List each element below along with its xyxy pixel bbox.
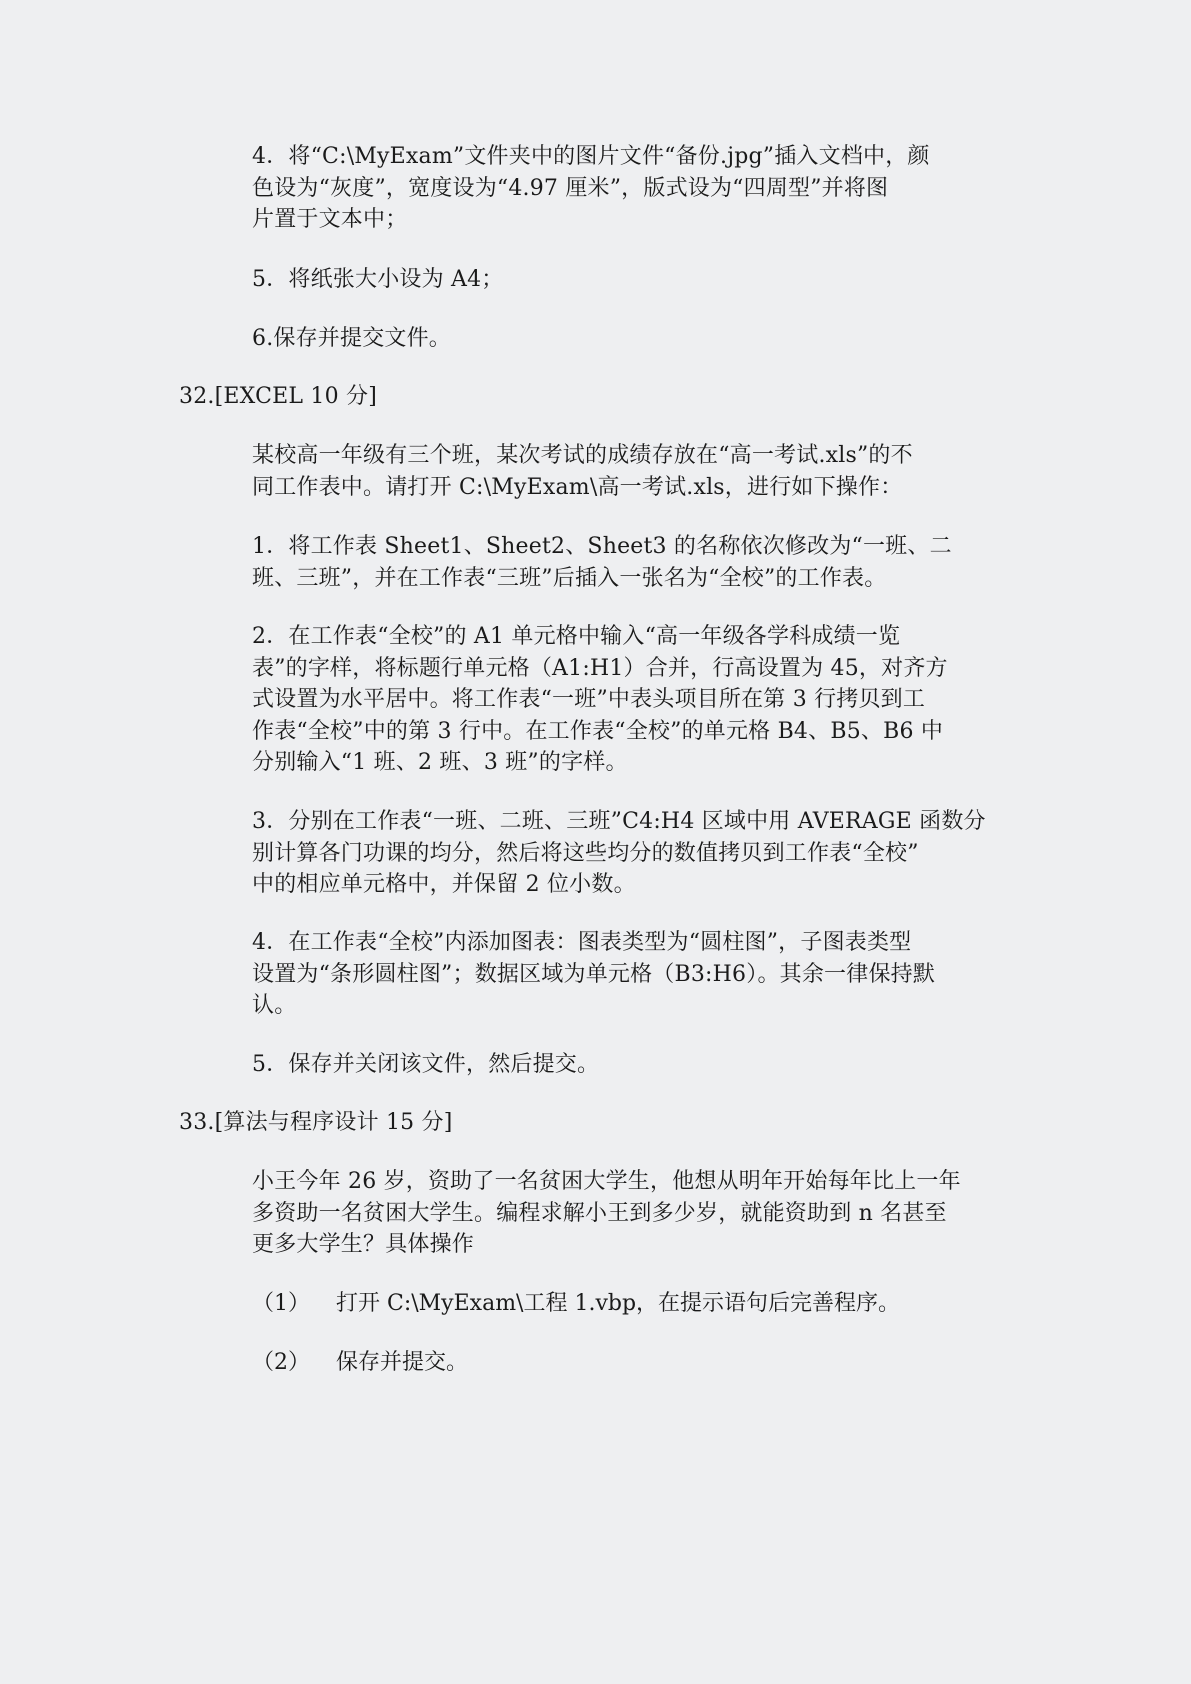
text-line: 更多大学生？具体操作	[252, 1232, 475, 1257]
text-line: 某校高一年级有三个班，某次考试的成绩存放在“高一考试.xls”的不	[252, 443, 913, 468]
text-line: 中的相应单元格中，并保留 2 位小数。	[252, 872, 636, 897]
text-line: 认。	[252, 993, 297, 1018]
text-line: 6.保存并提交文件。	[252, 326, 451, 351]
text-line: 班、三班”，并在工作表“三班”后插入一张名为“全校”的工作表。	[252, 565, 887, 591]
text-line: 4．在工作表“全校”内添加图表：图表类型为“圆柱图”，子图表类型	[252, 930, 912, 955]
step-number: （2）	[252, 1350, 310, 1375]
q32-header	[179, 381, 1009, 413]
step-text: 保存并提交。	[336, 1350, 469, 1375]
q31-item-5	[252, 264, 1012, 296]
q33-header	[179, 1107, 1009, 1139]
text-line: 别计算各门功课的均分，然后将这些均分的数值拷贝到工作表“全校”	[252, 840, 919, 866]
q32-item-2	[252, 621, 1012, 779]
text-line: 2．在工作表“全校”的 A1 单元格中输入“高一年级各学科成绩一览	[252, 624, 901, 649]
text-line: 多资助一名贫困大学生。编程求解小王到多少岁，就能资助到 n 名甚至	[252, 1200, 947, 1226]
q32-item-4	[252, 927, 1012, 1022]
text-line: 同工作表中。请打开 C:\MyExam\高一考试.xls，进行如下操作：	[252, 474, 903, 500]
q31-item-4	[252, 141, 1012, 236]
text-line: 式设置为水平居中。将工作表“一班”中表头项目所在第 3 行拷贝到工	[252, 687, 926, 712]
question-heading: 32.[EXCEL 10 分]	[179, 384, 377, 409]
text-line: 表”的字样，将标题行单元格（A1:H1）合并，行高设置为 45，对齐方	[252, 655, 948, 681]
text-line: 色设为“灰度”，宽度设为“4.97 厘米”，版式设为“四周型”并将图	[252, 175, 889, 201]
text-line: 3．分别在工作表“一班、二班、三班”C4:H4 区域中用 AVERAGE 函数分	[252, 809, 986, 834]
q31-item-6	[252, 323, 1012, 355]
text-line: 设置为“条形圆柱图”；数据区域为单元格（B3:H6）。其余一律保持默	[252, 961, 936, 987]
text-line: 4．将“C:\MyExam”文件夹中的图片文件“备份.jpg”插入文档中，颜	[252, 144, 930, 169]
q32-intro	[252, 440, 1012, 503]
q33-step-1	[252, 1288, 900, 1320]
q32-item-1	[252, 531, 1012, 594]
step-number: （1）	[252, 1291, 310, 1316]
text-line: 小王今年 26 岁，资助了一名贫困大学生，他想从明年开始每年比上一年	[252, 1169, 961, 1194]
step-text: 打开 C:\MyExam\工程 1.vbp，在提示语句后完善程序。	[336, 1291, 901, 1316]
text-line: 片置于文本中；	[252, 207, 408, 232]
question-heading: 33.[算法与程序设计 15 分]	[179, 1110, 453, 1135]
q32-item-5	[252, 1049, 1012, 1081]
text-line: 分别输入“1 班、2 班、3 班”的字样。	[252, 750, 628, 775]
text-line: 5．保存并关闭该文件，然后提交。	[252, 1052, 600, 1077]
text-line: 作表“全校”中的第 3 行中。在工作表“全校”的单元格 B4、B5、B6 中	[252, 718, 944, 744]
text-line: 1．将工作表 Sheet1、Sheet2、Sheet3 的名称依次修改为“一班、二	[252, 534, 952, 559]
q33-intro	[252, 1166, 1012, 1261]
text-line: 5．将纸张大小设为 A4；	[252, 267, 504, 292]
q33-step-2	[252, 1347, 468, 1379]
q32-item-3	[252, 806, 1012, 901]
